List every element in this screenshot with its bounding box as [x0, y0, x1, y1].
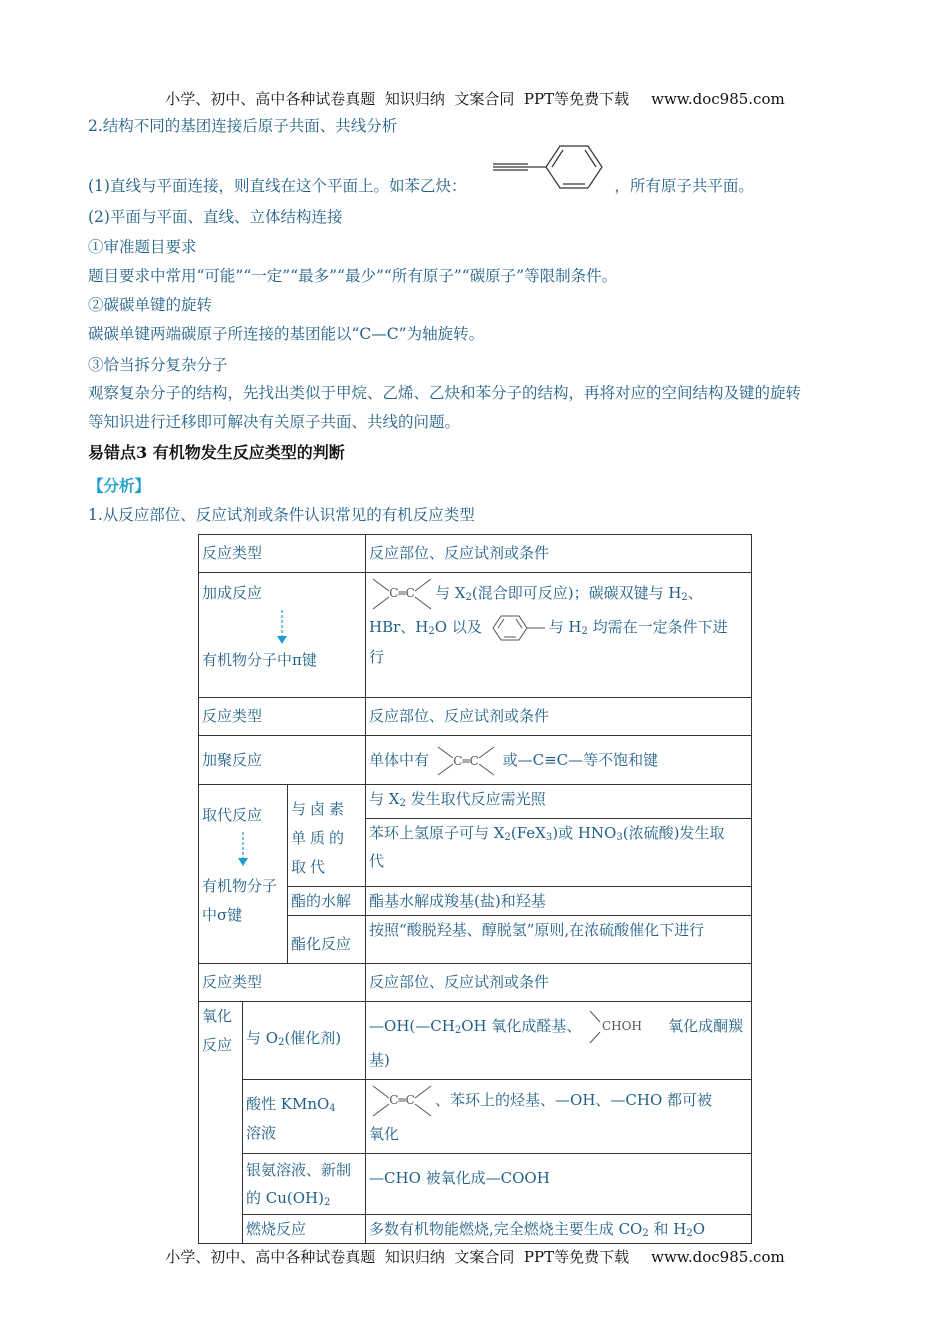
header-condition: 反应部位、反应试剂或条件 — [366, 964, 752, 1002]
phenylacetylene-structure — [490, 142, 615, 198]
table-row — [199, 736, 752, 785]
down-arrow-icon — [275, 608, 289, 646]
sub-2: 2 — [642, 1228, 649, 1239]
oxidation-o2 — [243, 1002, 366, 1080]
table-row — [199, 698, 752, 736]
bc2-text: 和 H — [648, 1220, 687, 1238]
header-type: 反应类型 — [199, 964, 366, 1002]
bc1-text: 多数有机物能燃烧,完全燃烧主要生成 CO — [369, 1220, 643, 1238]
kc2-text: 氧化 — [369, 1125, 400, 1143]
alkene-label: C═C — [389, 586, 415, 600]
header-condition: 反应部位、反应试剂或条件 — [366, 535, 752, 573]
sub3-title: ③恰当拆分复杂分子 — [88, 356, 228, 374]
kmno4-text: 酸性 KMnO — [246, 1095, 330, 1113]
oxidation-silver — [243, 1154, 366, 1215]
add-c4: HBr、H — [369, 618, 429, 636]
sub1-title: ①审准题目要求 — [88, 238, 197, 256]
section3-title: 易错点3 有机物发生反应类型的判断 — [88, 443, 345, 462]
sub-2: 2 — [428, 626, 435, 637]
alkene-structure — [369, 575, 435, 613]
substitution-bond: 有机物分子中σ键 — [202, 877, 278, 924]
table-row — [199, 535, 752, 573]
page-footer — [0, 1246, 950, 1267]
section3-subtitle: 1.从反应部位、反应试剂或条件认识常见的有机反应类型 — [88, 506, 475, 524]
down-arrow-icon — [236, 830, 250, 868]
halogen-cond-1 — [366, 785, 752, 819]
o2c1-text: —OH(—CH — [369, 1017, 455, 1035]
sub-2: 2 — [399, 798, 406, 809]
sub-2: 2 — [681, 592, 688, 603]
alkene-label: C═C — [389, 1093, 415, 1107]
ester-hydrolysis-cond: 酯基水解成羧基(盐)和羟基 — [366, 887, 752, 916]
footer-url: www.doc985.com — [651, 1248, 785, 1266]
poly-c1: 单体中有 — [369, 751, 430, 769]
oxidation-kmno4 — [243, 1080, 366, 1154]
silver-text: 银氨溶液、新制的 Cu(OH) — [246, 1161, 352, 1207]
addition-name: 加成反应 — [202, 584, 263, 602]
polymer-condition — [366, 736, 752, 785]
add-c6: 与 H — [548, 618, 582, 636]
sub-2: 2 — [278, 1037, 285, 1048]
section2-p2: (2)平面与平面、直线、立体结构连接 — [88, 208, 343, 226]
o2c3-text: 氧化成酮羰 — [668, 1017, 744, 1035]
alkene-structure — [434, 744, 498, 778]
table-row — [199, 1002, 752, 1080]
r1b-text: 发生取代反应需光照 — [405, 790, 546, 808]
r2b-text: (FeX — [510, 824, 546, 843]
sub-2: 2 — [465, 592, 472, 603]
add-c5: O 以及 — [434, 618, 482, 636]
oxidation-burn: 燃烧反应 — [243, 1215, 366, 1244]
r2e-text: 代 — [369, 852, 385, 871]
section2-title: 2.结构不同的基团连接后原子共面、共线分析 — [88, 117, 398, 135]
sub-3: 3 — [545, 832, 553, 844]
sub1-text: 题目要求中常用“可能”“一定”“最多”“最少”“所有原子”“碳原子”等限制条件。 — [88, 267, 618, 285]
add-c2: (混合即可反应)；碳碳双键与 H — [471, 584, 682, 602]
substitution-name: 取代反应 — [202, 806, 263, 824]
header-text: 小学、初中、高中各种试卷真题 知识归纳 文案合同 PPT等免费下载 — [165, 90, 630, 108]
sub-2: 2 — [454, 1025, 462, 1036]
halogen-cond-2 — [366, 819, 752, 887]
oxidation-o2-cond — [366, 1002, 752, 1080]
r2c-text: )或 HNO — [552, 824, 617, 843]
oxidation-burn-cond — [366, 1215, 752, 1244]
oxidation-kmno4-cond — [366, 1080, 752, 1154]
table-row — [199, 785, 752, 819]
addition-conditions — [366, 573, 752, 698]
o2b-text: (催化剂) — [284, 1029, 342, 1047]
sub3-text-1: 观察复杂分子的结构，先找出类似于甲烷、乙烯、乙炔和苯分子的结构，再将对应的空间结构及键的旋转 — [88, 384, 802, 402]
footer-text: 小学、初中、高中各种试卷真题 知识归纳 文案合同 PPT等免费下载 — [165, 1248, 630, 1266]
add-c8: 行 — [369, 648, 385, 666]
sub2-title: ②碳碳单键的旋转 — [88, 296, 213, 314]
sub-2: 2 — [686, 1228, 693, 1239]
sub-3: 3 — [616, 832, 623, 844]
ester-hydrolysis: 酯的水解 — [288, 887, 366, 916]
sub3-text-2: 等知识进行迁移即可解决有关原子共面、共线的问题。 — [88, 413, 461, 431]
table-row — [199, 964, 752, 1002]
table-row — [199, 573, 752, 698]
o2c4-text: 基) — [369, 1051, 390, 1069]
r2d-text: (浓硫酸)发生取 — [622, 824, 725, 843]
oxidation-silver-cond: —CHO 被氧化成—COOH — [366, 1154, 752, 1215]
p1-suffix: ，所有原子共平面。 — [614, 177, 754, 195]
poly-c2: 或—C≡C—等不饱和键 — [502, 751, 659, 769]
header-type: 反应类型 — [199, 535, 366, 573]
table-row — [199, 1154, 752, 1215]
analysis-tag: 【分析】 — [88, 476, 151, 495]
r1-text: 与 X — [369, 790, 400, 808]
sub-2: 2 — [581, 626, 588, 637]
header-condition: 反应部位、反应试剂或条件 — [366, 698, 752, 736]
addition-cell — [199, 573, 366, 698]
page-header — [0, 88, 950, 109]
header-type: 反应类型 — [199, 698, 366, 736]
sub-2: 2 — [324, 1197, 331, 1208]
benzene-structure — [487, 613, 549, 643]
sub-4: 4 — [329, 1103, 336, 1114]
sub-2: 2 — [504, 832, 511, 844]
esterification-cond: 按照“酸脱羟基、醇脱氢”原则,在浓硫酸催化下进行 — [366, 916, 752, 964]
table-row — [199, 1080, 752, 1154]
r2a-text: 苯环上氢原子可与 X — [369, 824, 505, 843]
o2c2-text: OH 氧化成醛基、 — [461, 1017, 582, 1035]
o2-text: 与 O — [246, 1029, 279, 1047]
kc1-text: 、苯环上的烃基、—OH、—CHO 都可被 — [435, 1091, 713, 1109]
reaction-type-table — [198, 534, 752, 1244]
add-c1: 与 X — [435, 584, 466, 602]
table-row — [199, 1215, 752, 1244]
esterification: 酯化反应 — [288, 916, 366, 964]
header-url: www.doc985.com — [651, 90, 785, 108]
p1-prefix: (1)直线与平面连接，则直线在这个平面上。如苯乙炔： — [88, 177, 467, 195]
polymer-name: 加聚反应 — [199, 736, 366, 785]
choh-label: CHOH — [602, 1019, 643, 1033]
sub2-text: 碳碳单键两端碳原子所连接的基团能以“C—C”为轴旋转。 — [88, 325, 485, 343]
add-c3: 、 — [687, 584, 703, 602]
oxidation-name: 氧化反应 — [199, 1002, 243, 1244]
kmno4b-text: 溶液 — [246, 1124, 277, 1142]
bc3-text: O — [692, 1220, 706, 1238]
alkene-structure — [369, 1082, 435, 1120]
add-c7: 均需在一定条件下进 — [587, 618, 728, 636]
halogen-substitution: 与卤素单质的取代 — [288, 785, 366, 887]
alkene-label: C═C — [453, 754, 479, 768]
substitution-cell — [199, 785, 288, 964]
secondary-alcohol-structure — [586, 1008, 668, 1046]
addition-bond: 有机物分子中π键 — [202, 651, 317, 669]
section2-p1 — [88, 176, 868, 196]
